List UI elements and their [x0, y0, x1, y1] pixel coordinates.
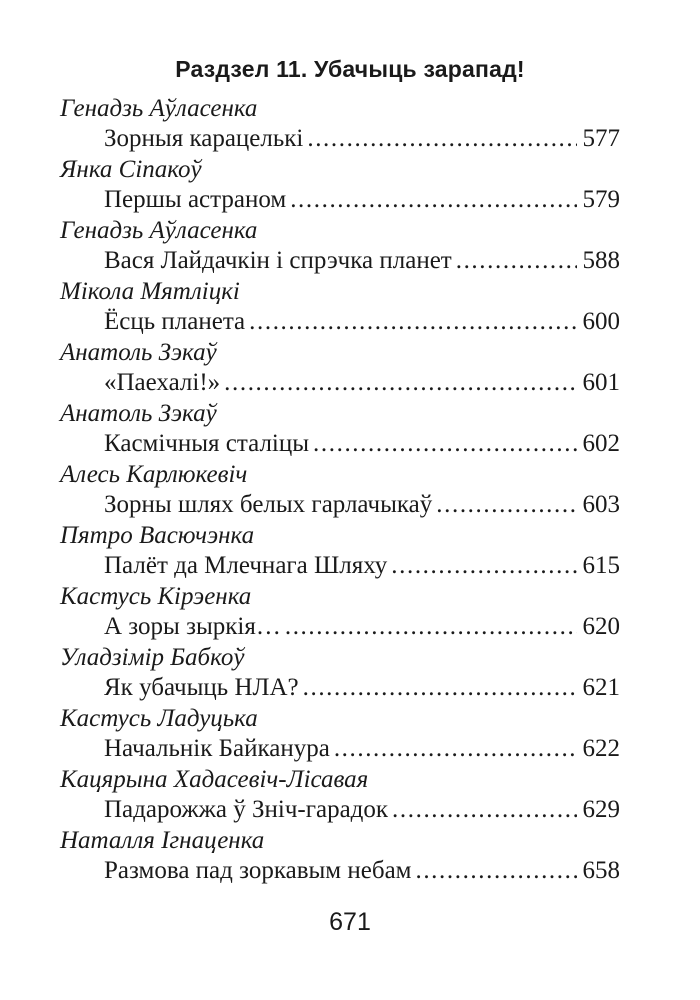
- dot-leader: [307, 124, 576, 154]
- toc-entry-author: Анатоль Зэкаў: [60, 339, 217, 366]
- toc-entry: [60, 582, 620, 643]
- toc-entry-page: 615: [582, 552, 620, 579]
- toc-entry-row: [104, 551, 620, 581]
- toc-entry-row: [104, 856, 620, 886]
- toc-entry: [60, 216, 620, 277]
- dot-leader: [456, 246, 577, 276]
- toc-entry-row: [104, 612, 620, 642]
- toc-entry: [60, 704, 620, 765]
- toc-entry: [60, 460, 620, 521]
- toc-entry: [60, 399, 620, 460]
- dot-leader: [290, 185, 576, 215]
- toc-entry-author: Алесь Карлюкевіч: [60, 461, 248, 488]
- toc-entry: [60, 94, 620, 155]
- toc-entry-row: [104, 490, 620, 520]
- toc-entry-page: 577: [582, 125, 620, 152]
- toc-entry-title: Ёсць планета: [104, 308, 246, 335]
- toc-entry: [60, 277, 620, 338]
- toc-entry-author: Уладзімір Бабкоў: [60, 644, 245, 671]
- toc-entry-page: 658: [582, 857, 620, 884]
- toc-entry-row: [104, 429, 620, 459]
- toc-entry-title: А зоры зыркія…: [104, 613, 281, 640]
- toc-entry-row: [104, 124, 620, 154]
- toc-entry-title: Падарожжа ў Зніч-гарадок: [104, 796, 389, 823]
- toc-entry-title: Начальнік Байканура: [104, 735, 330, 762]
- dot-leader: [334, 734, 577, 764]
- toc-entry-author: Наталля Ігнаценка: [60, 827, 265, 854]
- toc-entry-author: Янка Сіпакоў: [60, 156, 202, 183]
- dot-leader: [415, 856, 576, 886]
- toc-entry-row: [104, 185, 620, 215]
- toc-entry-author: Генадзь Аўласенка: [60, 95, 258, 122]
- toc-entry-page: 621: [582, 674, 620, 701]
- page-number: 671: [329, 908, 371, 936]
- toc-entry-page: 579: [582, 186, 620, 213]
- toc-entry-title: «Паехалі!»: [104, 369, 221, 396]
- toc-entry-page: 629: [582, 796, 620, 823]
- toc-entry-title: Палёт да Млечнага Шляху: [104, 552, 388, 579]
- dot-leader: [436, 490, 576, 520]
- toc-entry-page: 600: [582, 308, 620, 335]
- toc-entry-author: Анатоль Зэкаў: [60, 400, 217, 427]
- toc-entry-page: 588: [582, 247, 620, 274]
- toc-entry: [60, 826, 620, 887]
- toc-entry-row: [104, 368, 620, 398]
- dot-leader: [224, 368, 576, 398]
- toc-entry-title: Размова пад зоркавым небам: [104, 857, 412, 884]
- section-title: Раздзел 11. Убачыць зарапад!: [175, 56, 525, 82]
- toc-entry-author: Кацярына Хадасевіч-Лісавая: [60, 766, 369, 793]
- toc-entry-title: Касмічныя сталіцы: [104, 430, 310, 457]
- dot-leader: [249, 307, 576, 337]
- toc-entry: [60, 155, 620, 216]
- toc-entry-title: Вася Лайдачкін і спрэчка планет: [104, 247, 452, 274]
- toc-entry-title: Зорны шлях белых гарлачыкаў: [104, 491, 433, 518]
- toc-entry: [60, 643, 620, 704]
- dot-leader: [391, 551, 576, 581]
- toc-entry: [60, 765, 620, 826]
- dot-leader: [313, 429, 576, 459]
- toc-entry-title: Зорныя карацелькі: [104, 125, 304, 152]
- toc-entry-title: Першы астраном: [104, 186, 287, 213]
- toc-entry-row: [104, 246, 620, 276]
- toc-entry-author: Пятро Васючэнка: [60, 522, 255, 549]
- toc-entry-author: Кастусь Кірэенка: [60, 583, 252, 610]
- toc-entry-page: 620: [582, 613, 620, 640]
- toc-entry-author: Генадзь Аўласенка: [60, 217, 258, 244]
- dot-leader: [285, 612, 577, 642]
- table-of-contents: [60, 94, 620, 887]
- toc-entry-page: 603: [582, 491, 620, 518]
- dot-leader: [303, 673, 577, 703]
- toc-entry-author: Кастусь Ладуцька: [60, 705, 258, 732]
- toc-entry: [60, 521, 620, 582]
- toc-entry: [60, 338, 620, 399]
- toc-entry-row: [104, 795, 620, 825]
- toc-entry-row: [104, 673, 620, 703]
- toc-entry-row: [104, 307, 620, 337]
- toc-entry-page: 601: [582, 369, 620, 396]
- toc-entry-page: 602: [582, 430, 620, 457]
- toc-entry-author: Мікола Мятліцкі: [60, 278, 240, 305]
- toc-entry-title: Як убачыць НЛА?: [104, 674, 299, 701]
- toc-entry-row: [104, 734, 620, 764]
- dot-leader: [392, 795, 576, 825]
- toc-entry-page: 622: [582, 735, 620, 762]
